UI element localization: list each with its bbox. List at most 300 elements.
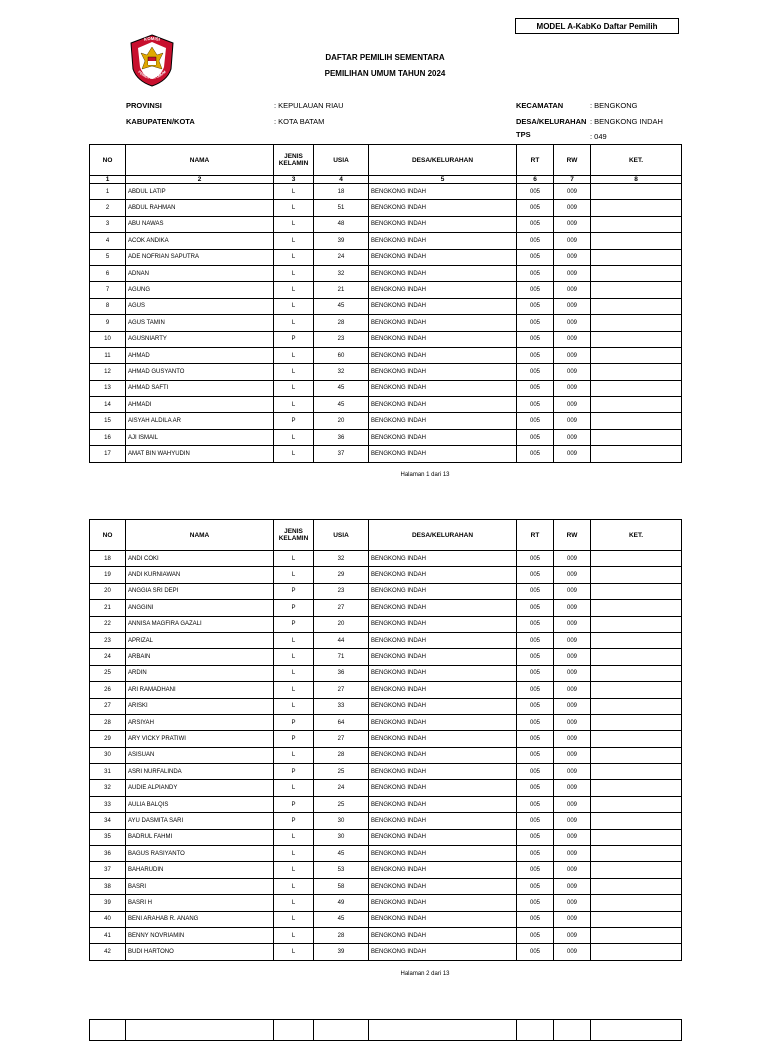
- cell-rt: 005: [517, 551, 554, 567]
- header-jenis-line2: KELAMIN: [278, 160, 309, 167]
- cell-desa: BENGKONG INDAH: [369, 944, 517, 960]
- cell-usia: 39: [314, 233, 369, 249]
- cell-jenis-kelamin: L: [274, 200, 314, 216]
- cell-ket: [591, 747, 682, 763]
- cell-rt: 005: [517, 216, 554, 232]
- cell-usia: 23: [314, 331, 369, 347]
- cell-ket: [591, 315, 682, 331]
- cell-desa: BENGKONG INDAH: [369, 813, 517, 829]
- cell-ket: [591, 583, 682, 599]
- cell-usia: 29: [314, 567, 369, 583]
- cell-desa: BENGKONG INDAH: [369, 184, 517, 200]
- cell-jenis-kelamin: L: [274, 315, 314, 331]
- table-row: [90, 649, 682, 665]
- cell-rt: 005: [517, 649, 554, 665]
- cell-desa: BENGKONG INDAH: [369, 347, 517, 363]
- table-row: [90, 747, 682, 763]
- cell-desa: BENGKONG INDAH: [369, 583, 517, 599]
- cell-rt: 005: [517, 397, 554, 413]
- cell-rw: 009: [554, 665, 591, 681]
- cell-ket: [591, 347, 682, 363]
- table-row: [90, 780, 682, 796]
- table-row: [90, 698, 682, 714]
- cell-rt: 005: [517, 632, 554, 648]
- cell-nama: ARY VICKY PRATIWI: [126, 731, 274, 747]
- cell-nama: ARDIN: [126, 665, 274, 681]
- table-row: [90, 347, 682, 363]
- header-desa: DESA/KELURAHAN: [369, 520, 517, 551]
- cell-usia: 48: [314, 216, 369, 232]
- cell-usia: 23: [314, 583, 369, 599]
- cell-nama: ARI RAMADHANI: [126, 682, 274, 698]
- cell-desa: BENGKONG INDAH: [369, 551, 517, 567]
- cell-no: 39: [90, 895, 126, 911]
- cell-rt: 005: [517, 282, 554, 298]
- cell-no: 1: [90, 184, 126, 200]
- cell-ket: [591, 714, 682, 730]
- table-header-row: [90, 520, 682, 551]
- cell-rt: 005: [517, 583, 554, 599]
- table-row: [90, 846, 682, 862]
- cell-rt: 005: [517, 829, 554, 845]
- cell-desa: BENGKONG INDAH: [369, 846, 517, 862]
- table-row: [90, 714, 682, 730]
- cell-desa: BENGKONG INDAH: [369, 282, 517, 298]
- cell-desa: BENGKONG INDAH: [369, 233, 517, 249]
- cell-nama: BAHARUDIN: [126, 862, 274, 878]
- header-ket: KET.: [591, 520, 682, 551]
- cell-nama: AGUS: [126, 298, 274, 314]
- cell-desa: BENGKONG INDAH: [369, 731, 517, 747]
- table-row: [90, 829, 682, 845]
- cell-ket: [591, 632, 682, 648]
- cell-usia: 25: [314, 764, 369, 780]
- cell-rt: 005: [517, 567, 554, 583]
- cell-desa: BENGKONG INDAH: [369, 216, 517, 232]
- cell-jenis-kelamin: L: [274, 780, 314, 796]
- cell-desa: BENGKONG INDAH: [369, 265, 517, 281]
- cell-ket: [591, 665, 682, 681]
- cell-jenis-kelamin: L: [274, 665, 314, 681]
- cell-no: 14: [90, 397, 126, 413]
- table-row: [90, 600, 682, 616]
- cell-rt: 005: [517, 331, 554, 347]
- cell-no: 38: [90, 878, 126, 894]
- cell-no: 7: [90, 282, 126, 298]
- cell-usia: 53: [314, 862, 369, 878]
- cell-ket: [591, 600, 682, 616]
- cell-desa: BENGKONG INDAH: [369, 567, 517, 583]
- kecamatan-label: KECAMATAN: [516, 101, 564, 110]
- cell-rw: 009: [554, 895, 591, 911]
- cell-ket: [591, 429, 682, 445]
- cell-desa: BENGKONG INDAH: [369, 796, 517, 812]
- cell-rw: 009: [554, 846, 591, 862]
- table-row: [90, 731, 682, 747]
- cell-desa: BENGKONG INDAH: [369, 315, 517, 331]
- cell: [517, 1020, 554, 1041]
- cell-rt: 005: [517, 846, 554, 862]
- cell-no: 13: [90, 380, 126, 396]
- cell-ket: [591, 764, 682, 780]
- cell-jenis-kelamin: P: [274, 714, 314, 730]
- cell-no: 10: [90, 331, 126, 347]
- cell-usia: 24: [314, 780, 369, 796]
- cell-jenis-kelamin: P: [274, 616, 314, 632]
- cell-rw: 009: [554, 829, 591, 845]
- voter-table-page-1: [89, 144, 682, 463]
- cell-usia: 21: [314, 282, 369, 298]
- col-number: 7: [554, 176, 591, 184]
- cell-desa: BENGKONG INDAH: [369, 829, 517, 845]
- cell-usia: 24: [314, 249, 369, 265]
- col-number: 6: [517, 176, 554, 184]
- cell-no: 34: [90, 813, 126, 829]
- cell-usia: 28: [314, 747, 369, 763]
- table-row: [90, 413, 682, 429]
- kecamatan-value: : BENGKONG: [590, 101, 638, 110]
- page-footer-2: Halaman 2 dari 13: [400, 971, 450, 977]
- header-usia: USIA: [314, 520, 369, 551]
- cell-nama: AGUNG: [126, 282, 274, 298]
- header-ket: KET.: [591, 145, 682, 176]
- cell-usia: 27: [314, 600, 369, 616]
- cell-rw: 009: [554, 567, 591, 583]
- cell-rw: 009: [554, 233, 591, 249]
- cell-jenis-kelamin: L: [274, 878, 314, 894]
- cell-rw: 009: [554, 184, 591, 200]
- cell-jenis-kelamin: L: [274, 249, 314, 265]
- cell-usia: 37: [314, 446, 369, 462]
- table-row: [90, 200, 682, 216]
- cell-nama: AULIA BALQIS: [126, 796, 274, 812]
- cell-ket: [591, 282, 682, 298]
- cell-rt: 005: [517, 927, 554, 943]
- cell-nama: AMAT BIN WAHYUDIN: [126, 446, 274, 462]
- cell-rw: 009: [554, 698, 591, 714]
- cell-desa: BENGKONG INDAH: [369, 714, 517, 730]
- cell-rw: 009: [554, 583, 591, 599]
- cell-nama: APRIZAL: [126, 632, 274, 648]
- cell-usia: 60: [314, 347, 369, 363]
- table-row: [90, 665, 682, 681]
- cell-rt: 005: [517, 184, 554, 200]
- cell-jenis-kelamin: L: [274, 282, 314, 298]
- cell-desa: BENGKONG INDAH: [369, 413, 517, 429]
- table-row: [90, 364, 682, 380]
- col-number: 1: [90, 176, 126, 184]
- table-row: [90, 282, 682, 298]
- header-nama: NAMA: [126, 520, 274, 551]
- cell-nama: ARISKI: [126, 698, 274, 714]
- cell-usia: 32: [314, 364, 369, 380]
- cell-no: 20: [90, 583, 126, 599]
- cell-no: 36: [90, 846, 126, 862]
- cell-ket: [591, 895, 682, 911]
- table-row: [90, 446, 682, 462]
- table-row: [90, 265, 682, 281]
- cell-jenis-kelamin: P: [274, 764, 314, 780]
- cell-desa: BENGKONG INDAH: [369, 298, 517, 314]
- cell-desa: BENGKONG INDAH: [369, 698, 517, 714]
- cell-desa: BENGKONG INDAH: [369, 200, 517, 216]
- cell-desa: BENGKONG INDAH: [369, 895, 517, 911]
- cell-usia: 36: [314, 665, 369, 681]
- cell-jenis-kelamin: L: [274, 265, 314, 281]
- cell-no: 19: [90, 567, 126, 583]
- cell-jenis-kelamin: L: [274, 698, 314, 714]
- provinsi-value: : KEPULAUAN RIAU: [274, 101, 344, 110]
- cell-rw: 009: [554, 364, 591, 380]
- cell-no: 33: [90, 796, 126, 812]
- cell-desa: BENGKONG INDAH: [369, 747, 517, 763]
- table-row: [90, 796, 682, 812]
- header-rt: RT: [517, 520, 554, 551]
- cell-jenis-kelamin: L: [274, 380, 314, 396]
- cell-usia: 71: [314, 649, 369, 665]
- cell-ket: [591, 911, 682, 927]
- cell-rt: 005: [517, 233, 554, 249]
- cell-rt: 005: [517, 347, 554, 363]
- col-number: 3: [274, 176, 314, 184]
- cell-desa: BENGKONG INDAH: [369, 380, 517, 396]
- table-row: [90, 233, 682, 249]
- cell-rw: 009: [554, 944, 591, 960]
- cell-usia: 27: [314, 731, 369, 747]
- cell: [314, 1020, 369, 1041]
- cell-usia: 36: [314, 429, 369, 445]
- cell-nama: ANGGIA SRI DEPI: [126, 583, 274, 599]
- cell-rw: 009: [554, 249, 591, 265]
- header-desa: DESA/KELURAHAN: [369, 145, 517, 176]
- header-jenis-line2: KELAMIN: [278, 535, 309, 542]
- cell-rw: 009: [554, 200, 591, 216]
- table-row: [90, 315, 682, 331]
- cell-nama: ADE NOFRIAN SAPUTRA: [126, 249, 274, 265]
- cell-rw: 009: [554, 397, 591, 413]
- cell-usia: 32: [314, 265, 369, 281]
- cell-rt: 005: [517, 364, 554, 380]
- cell-rw: 009: [554, 600, 591, 616]
- kabkota-label: KABUPATEN/KOTA: [126, 117, 195, 126]
- cell-ket: [591, 397, 682, 413]
- cell-rw: 009: [554, 429, 591, 445]
- cell-ket: [591, 813, 682, 829]
- table-row: [90, 764, 682, 780]
- cell-ket: [591, 233, 682, 249]
- table-row: [90, 911, 682, 927]
- cell-jenis-kelamin: L: [274, 446, 314, 462]
- cell-usia: 25: [314, 796, 369, 812]
- cell-rt: 005: [517, 298, 554, 314]
- col-number: 5: [369, 176, 517, 184]
- table-row: [90, 944, 682, 960]
- cell-desa: BENGKONG INDAH: [369, 649, 517, 665]
- table-row: [90, 298, 682, 314]
- cell-rw: 009: [554, 764, 591, 780]
- cell-nama: ADNAN: [126, 265, 274, 281]
- cell: [591, 1020, 682, 1041]
- header-no: NO: [90, 145, 126, 176]
- cell-ket: [591, 616, 682, 632]
- cell-ket: [591, 846, 682, 862]
- cell-usia: 58: [314, 878, 369, 894]
- cell-usia: 45: [314, 846, 369, 862]
- cell-rw: 009: [554, 911, 591, 927]
- table-row: [90, 216, 682, 232]
- desa-value: : BENGKONG INDAH: [590, 117, 663, 126]
- cell-rw: 009: [554, 796, 591, 812]
- cell-desa: BENGKONG INDAH: [369, 911, 517, 927]
- cell-rt: 005: [517, 380, 554, 396]
- table-row: [90, 331, 682, 347]
- table-row: [90, 682, 682, 698]
- doc-title-line1: DAFTAR PEMILIH SEMENTARA: [325, 53, 445, 62]
- cell-nama: ARSIYAH: [126, 714, 274, 730]
- cell-ket: [591, 567, 682, 583]
- cell-rw: 009: [554, 616, 591, 632]
- cell-nama: ANGGINI: [126, 600, 274, 616]
- cell-desa: BENGKONG INDAH: [369, 927, 517, 943]
- cell-nama: AJI ISMAIL: [126, 429, 274, 445]
- cell-ket: [591, 944, 682, 960]
- cell-jenis-kelamin: L: [274, 944, 314, 960]
- header-no: NO: [90, 520, 126, 551]
- cell-rt: 005: [517, 665, 554, 681]
- page-footer-1: Halaman 1 dari 13: [400, 472, 450, 478]
- cell-nama: ASRI NURFALINDA: [126, 764, 274, 780]
- table-row: [90, 249, 682, 265]
- cell-rt: 005: [517, 747, 554, 763]
- cell-usia: 45: [314, 298, 369, 314]
- cell-rt: 005: [517, 878, 554, 894]
- cell-rt: 005: [517, 796, 554, 812]
- table-row: [90, 583, 682, 599]
- cell-ket: [591, 364, 682, 380]
- cell-jenis-kelamin: L: [274, 429, 314, 445]
- cell-nama: AHMAD GUSYANTO: [126, 364, 274, 380]
- cell-rt: 005: [517, 895, 554, 911]
- cell-no: 40: [90, 911, 126, 927]
- cell-jenis-kelamin: L: [274, 364, 314, 380]
- header-usia: USIA: [314, 145, 369, 176]
- cell-ket: [591, 796, 682, 812]
- svg-text:KOMISI: KOMISI: [143, 35, 161, 42]
- cell-ket: [591, 829, 682, 845]
- voter-table-page-3-header: [89, 1019, 682, 1041]
- cell-rt: 005: [517, 429, 554, 445]
- table-row: [90, 927, 682, 943]
- cell-ket: [591, 862, 682, 878]
- cell-usia: 45: [314, 911, 369, 927]
- cell-ket: [591, 265, 682, 281]
- cell-rt: 005: [517, 813, 554, 829]
- cell-no: 22: [90, 616, 126, 632]
- cell-usia: 51: [314, 200, 369, 216]
- col-number: 2: [126, 176, 274, 184]
- cell-desa: BENGKONG INDAH: [369, 397, 517, 413]
- cell-rt: 005: [517, 200, 554, 216]
- table-row: [90, 895, 682, 911]
- kabkota-value: : KOTA BATAM: [274, 117, 325, 126]
- cell-no: 8: [90, 298, 126, 314]
- cell-no: 32: [90, 780, 126, 796]
- cell-jenis-kelamin: P: [274, 731, 314, 747]
- header-jenis-kelamin: [274, 145, 314, 176]
- cell-rw: 009: [554, 331, 591, 347]
- cell-rt: 005: [517, 616, 554, 632]
- cell-desa: BENGKONG INDAH: [369, 632, 517, 648]
- cell-usia: 45: [314, 380, 369, 396]
- cell-rw: 009: [554, 315, 591, 331]
- table-row: [90, 397, 682, 413]
- cell-desa: BENGKONG INDAH: [369, 364, 517, 380]
- cell-rt: 005: [517, 413, 554, 429]
- header-jenis-kelamin: [274, 520, 314, 551]
- cell-rt: 005: [517, 731, 554, 747]
- cell-no: 16: [90, 429, 126, 445]
- cell-ket: [591, 927, 682, 943]
- cell-rw: 009: [554, 446, 591, 462]
- cell-usia: 64: [314, 714, 369, 730]
- cell-jenis-kelamin: L: [274, 747, 314, 763]
- cell-rw: 009: [554, 862, 591, 878]
- cell-usia: 20: [314, 413, 369, 429]
- cell-no: 2: [90, 200, 126, 216]
- cell-nama: AGUSNIARTY: [126, 331, 274, 347]
- cell-jenis-kelamin: P: [274, 331, 314, 347]
- cell-jenis-kelamin: L: [274, 347, 314, 363]
- header-rw: RW: [554, 145, 591, 176]
- cell-rt: 005: [517, 862, 554, 878]
- cell-desa: BENGKONG INDAH: [369, 331, 517, 347]
- table-row: [90, 862, 682, 878]
- cell-usia: 18: [314, 184, 369, 200]
- tps-value: : 049: [590, 132, 607, 141]
- cell-nama: AHMADI: [126, 397, 274, 413]
- cell-jenis-kelamin: P: [274, 413, 314, 429]
- cell-no: 27: [90, 698, 126, 714]
- cell-no: 18: [90, 551, 126, 567]
- header-rw: RW: [554, 520, 591, 551]
- cell-rw: 009: [554, 682, 591, 698]
- doc-title-line2: PEMILIHAN UMUM TAHUN 2024: [324, 69, 446, 78]
- cell-jenis-kelamin: L: [274, 649, 314, 665]
- cell-nama: BENNY NOVRIAMIN: [126, 927, 274, 943]
- cell-nama: BASRI: [126, 878, 274, 894]
- svg-text:PEMILIHAN UMUM: PEMILIHAN UMUM: [137, 69, 167, 81]
- table-row: [90, 616, 682, 632]
- cell-desa: BENGKONG INDAH: [369, 429, 517, 445]
- cell-rt: 005: [517, 911, 554, 927]
- cell-rw: 009: [554, 878, 591, 894]
- cell-usia: 20: [314, 616, 369, 632]
- cell-jenis-kelamin: L: [274, 216, 314, 232]
- cell-desa: BENGKONG INDAH: [369, 446, 517, 462]
- cell-jenis-kelamin: L: [274, 829, 314, 845]
- cell-rw: 009: [554, 714, 591, 730]
- cell: [554, 1020, 591, 1041]
- cell-ket: [591, 184, 682, 200]
- table-row: [90, 878, 682, 894]
- cell-nama: ARBAIN: [126, 649, 274, 665]
- cell-no: 23: [90, 632, 126, 648]
- cell-nama: AYU DASMITA SARI: [126, 813, 274, 829]
- cell-ket: [591, 331, 682, 347]
- cell-nama: ABDUL LATIP: [126, 184, 274, 200]
- cell-rt: 005: [517, 315, 554, 331]
- voter-table-page-2: [89, 519, 682, 961]
